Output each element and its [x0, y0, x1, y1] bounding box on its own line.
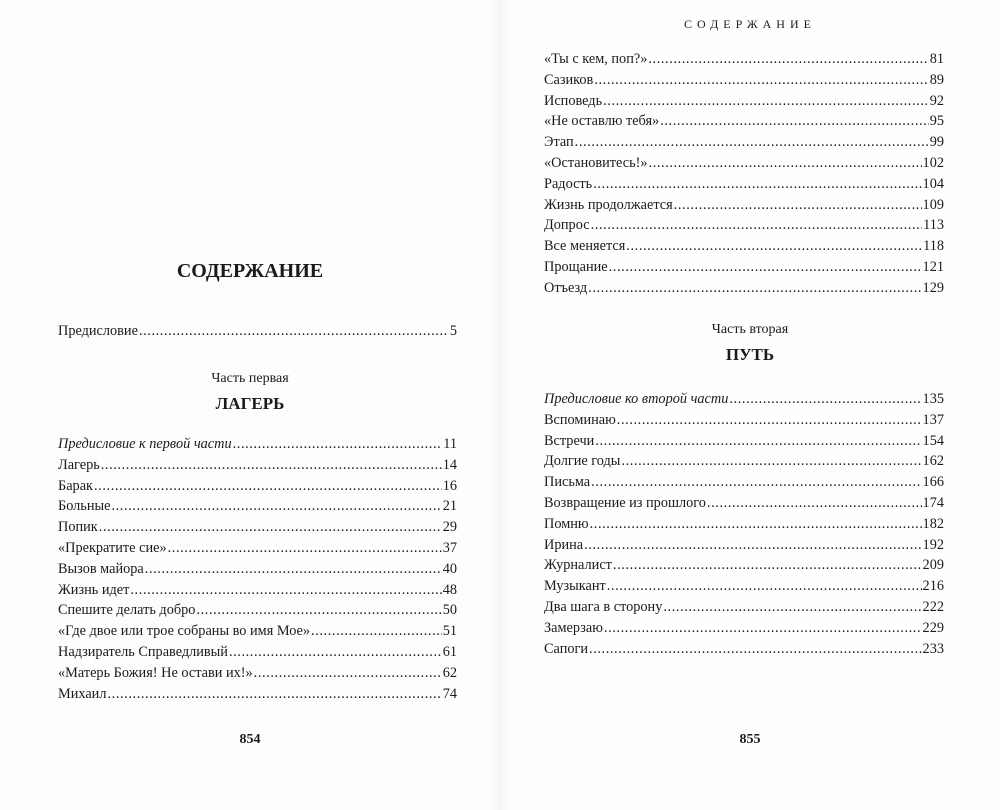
page-number-left: 854 — [239, 732, 261, 747]
toc-entry-title: Предисловие ко второй части — [544, 391, 729, 407]
toc-entry[interactable] — [58, 602, 457, 623]
dot-leader — [663, 599, 921, 616]
toc-entry-title: «Прекратите сие» — [58, 539, 167, 556]
toc-entry[interactable] — [544, 259, 944, 280]
toc-entry[interactable] — [544, 412, 944, 433]
toc-entry-page: 137 — [922, 411, 944, 428]
toc-entry-title: «Где двое или трое собраны во имя Мое» — [58, 623, 311, 640]
dot-leader — [649, 155, 922, 172]
toc-entry[interactable] — [544, 155, 944, 176]
toc-entry-title: Жизнь идет — [58, 581, 130, 598]
part-one-toc-continued — [544, 51, 944, 301]
dot-leader — [107, 686, 441, 703]
toc-entry-page: 162 — [922, 453, 944, 470]
dot-leader — [595, 433, 921, 450]
dot-leader — [254, 665, 442, 682]
dot-leader — [111, 498, 441, 515]
dot-leader — [101, 457, 442, 474]
toc-entry-page: 182 — [922, 515, 944, 532]
toc-entry[interactable] — [58, 540, 457, 561]
toc-entry[interactable] — [544, 238, 944, 259]
toc-entry[interactable] — [58, 665, 457, 686]
page-title: СОДЕРЖАНИЕ — [176, 260, 324, 282]
toc-entry-page: 74 — [442, 685, 457, 702]
part-one-title: ЛАГЕРЬ — [215, 394, 285, 413]
toc-entry[interactable] — [58, 582, 457, 603]
toc-entry[interactable] — [58, 478, 457, 499]
toc-entry-page: 129 — [922, 279, 944, 296]
toc-entry[interactable] — [544, 433, 944, 454]
page-number-right: 855 — [739, 732, 761, 747]
toc-entry[interactable] — [58, 436, 457, 457]
dot-leader — [94, 478, 442, 495]
toc-entry-title: Журналист — [544, 557, 612, 574]
dot-leader — [130, 582, 441, 599]
dot-leader — [311, 623, 442, 640]
toc-entry[interactable] — [544, 134, 944, 155]
toc-entry[interactable] — [58, 519, 457, 540]
toc-entry[interactable] — [544, 641, 944, 662]
toc-entry[interactable] — [544, 495, 944, 516]
toc-entry-page: 92 — [929, 92, 944, 109]
toc-entry-title: Лагерь — [58, 456, 100, 473]
toc-entry-title: Предисловие — [58, 323, 138, 339]
toc-entry-preface[interactable] — [58, 323, 457, 344]
dot-leader — [233, 436, 443, 453]
dot-leader — [621, 453, 921, 470]
toc-entry-title: Отъезд — [544, 279, 588, 296]
dot-leader — [590, 516, 922, 533]
toc-entry-title: Барак — [58, 477, 93, 494]
toc-entry[interactable] — [58, 457, 457, 478]
toc-entry-title: Михаил — [58, 685, 107, 702]
toc-entry-page: 37 — [442, 539, 457, 556]
toc-entry-page: 121 — [922, 258, 944, 275]
dot-leader — [603, 93, 929, 110]
dot-leader — [145, 561, 442, 578]
toc-entry[interactable] — [544, 537, 944, 558]
toc-entry[interactable] — [544, 51, 944, 72]
toc-entry[interactable] — [58, 623, 457, 644]
toc-entry-page: 95 — [929, 113, 944, 130]
toc-entry-page: 89 — [929, 71, 944, 88]
dot-leader — [575, 134, 929, 151]
dot-leader — [607, 578, 922, 595]
dot-leader — [229, 644, 442, 661]
dot-leader — [196, 602, 441, 619]
dot-leader — [584, 537, 921, 554]
dot-leader — [589, 641, 922, 658]
dot-leader — [660, 113, 929, 130]
part-one-label: Часть первая — [211, 371, 289, 386]
toc-entry-page: 113 — [923, 217, 944, 234]
toc-entry[interactable] — [544, 280, 944, 301]
toc-entry-title: Вызов майора — [58, 560, 144, 577]
dot-leader — [617, 412, 922, 429]
toc-entry[interactable] — [544, 72, 944, 93]
toc-entry-page: 154 — [922, 432, 944, 449]
toc-entry-page: 62 — [442, 664, 457, 681]
dot-leader — [588, 280, 921, 297]
toc-entry[interactable] — [544, 516, 944, 537]
dot-leader — [707, 495, 922, 512]
toc-entry[interactable] — [58, 686, 457, 707]
toc-entry-title: Ирина — [544, 536, 584, 553]
toc-entry-page: 51 — [442, 623, 457, 640]
toc-entry-title: Радость — [544, 175, 593, 192]
toc-entry-title: Музыкант — [544, 578, 606, 595]
part-one-toc — [58, 436, 457, 706]
toc-entry-title: Возвращение из прошлого — [544, 494, 706, 511]
dot-leader — [594, 72, 928, 89]
toc-entry-page: 109 — [922, 196, 944, 213]
part-two-title: ПУТЬ — [725, 345, 775, 364]
toc-entry-title: Допрос — [544, 217, 590, 234]
toc-entry-title: «Матерь Божия! Не остави их!» — [58, 664, 253, 681]
dot-leader — [591, 217, 923, 234]
toc-entry-title: Больные — [58, 498, 111, 515]
dot-leader — [591, 474, 921, 491]
dot-leader — [729, 391, 921, 408]
toc-entry-title: Жизнь продолжается — [544, 196, 673, 213]
toc-entry-title: Встречи — [544, 432, 595, 449]
dot-leader — [626, 238, 922, 255]
toc-entry[interactable] — [544, 578, 944, 599]
toc-entry-title: Замерзаю — [544, 619, 603, 636]
toc-entry[interactable] — [544, 217, 944, 238]
part-two-toc — [544, 391, 944, 661]
toc-entry-page: 21 — [442, 498, 457, 515]
toc-entry-title: «Ты с кем, поп?» — [544, 51, 648, 67]
toc-entry-page: 14 — [442, 456, 457, 473]
dot-leader — [604, 620, 922, 637]
toc-entry-page: 29 — [442, 519, 457, 536]
toc-entry-title: Долгие годы — [544, 453, 621, 470]
toc-entry-title: Предисловие к первой части — [58, 436, 232, 452]
toc-entry-page: 48 — [442, 581, 457, 598]
toc-entry-title: Вспоминаю — [544, 411, 616, 428]
toc-entry-page: 166 — [922, 474, 944, 491]
dot-leader — [609, 259, 922, 276]
toc-entry-page: 102 — [922, 154, 944, 171]
dot-leader — [674, 197, 922, 214]
toc-entry-title: Два шага в сторону — [544, 598, 663, 615]
right-page — [500, 0, 1000, 810]
toc-entry-page: 209 — [922, 557, 944, 574]
part-two-label: Часть вторая — [711, 322, 789, 337]
toc-entry-page: 135 — [922, 391, 944, 407]
toc-entry[interactable] — [544, 557, 944, 578]
toc-entry-title: Этап — [544, 134, 574, 151]
toc-entry-title: Помню — [544, 515, 589, 532]
toc-entry-title: Прощание — [544, 258, 608, 275]
toc-entry-page: 11 — [443, 436, 457, 452]
book-gutter — [488, 0, 512, 810]
toc-entry[interactable] — [544, 599, 944, 620]
toc-entry[interactable] — [58, 644, 457, 665]
dot-leader — [168, 540, 442, 557]
toc-entry[interactable] — [58, 561, 457, 582]
toc-entry-page: 81 — [929, 51, 944, 67]
toc-entry-page: 50 — [442, 602, 457, 619]
toc-entry[interactable] — [544, 197, 944, 218]
toc-entry[interactable] — [544, 93, 944, 114]
toc-entry-title: Сапоги — [544, 640, 589, 657]
toc-entry[interactable] — [58, 498, 457, 519]
dot-leader — [648, 51, 928, 68]
toc-entry-title: «Остановитесь!» — [544, 154, 648, 171]
toc-entry[interactable] — [544, 113, 944, 134]
toc-entry-title: Письма — [544, 474, 591, 491]
preface-entry-list — [58, 323, 457, 344]
toc-entry-page: 216 — [922, 578, 944, 595]
toc-entry[interactable] — [544, 453, 944, 474]
toc-entry-title: Попик — [58, 519, 98, 536]
toc-entry-title: Исповедь — [544, 92, 603, 109]
toc-entry-page: 104 — [922, 175, 944, 192]
toc-entry[interactable] — [544, 176, 944, 197]
toc-entry-page: 229 — [922, 619, 944, 636]
toc-entry-page: 99 — [929, 134, 944, 151]
toc-entry[interactable] — [544, 620, 944, 641]
dot-leader — [139, 323, 449, 340]
running-head: СОДЕРЖАНИЕ — [684, 17, 816, 31]
toc-entry-page: 174 — [922, 494, 944, 511]
dot-leader — [593, 176, 921, 193]
toc-entry-title: Надзиратель Справедливый — [58, 643, 228, 660]
toc-entry-title: Сазиков — [544, 71, 594, 88]
toc-entry-page: 118 — [923, 238, 944, 255]
toc-entry-title: Спешите делать добро — [58, 602, 196, 619]
toc-entry-page: 222 — [922, 598, 944, 615]
toc-entry-title: Все меняется — [544, 238, 626, 255]
toc-entry-page: 61 — [442, 643, 457, 660]
toc-entry-page: 40 — [442, 560, 457, 577]
toc-entry-page: 5 — [449, 323, 457, 339]
dot-leader — [99, 519, 442, 536]
toc-entry-title: «Не оставлю тебя» — [544, 113, 660, 130]
toc-entry-page: 233 — [922, 640, 944, 657]
toc-entry[interactable] — [544, 474, 944, 495]
dot-leader — [613, 557, 922, 574]
toc-entry-page: 16 — [442, 477, 457, 494]
toc-entry-page: 192 — [922, 536, 944, 553]
toc-entry[interactable] — [544, 391, 944, 412]
